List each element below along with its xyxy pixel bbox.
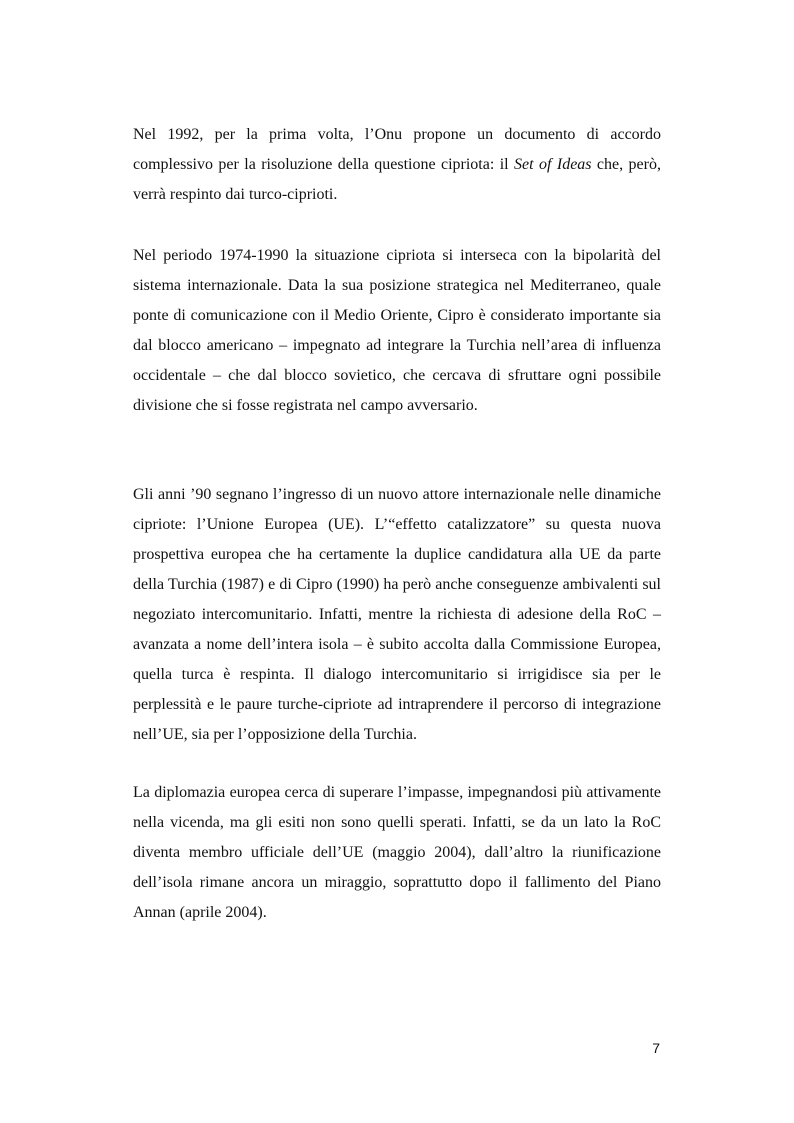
paragraph-european-union: Gli anni ’90 segnano l’ingresso di un nuovo attore internazionale nelle dinamiche cipriote: l’Unione Europea (UE). L’“effetto catalizzatore” su questa nuova prospettiva europea che ha certamente la duplice candidatura alla UE da parte della Turchia (1987) e di Cipro (1990) ha però anche conseguenze ambivalenti sul negoziato intercomunitario. Infatti, mentre la richiesta di adesione della RoC – avanzata a nome dell’intera isola – è subito accolta dalla Commissione Europea, quella turca è respinta. Il dialogo intercomunitario si irrigidisce sia per le perplessità e le paure turche-cipriote ad intraprendere il percorso di integrazione nell’UE, sia per l’opposizione della Turchia. (133, 486, 661, 743)
page-number: 7 (652, 1040, 660, 1056)
paragraph-1-text-start: Nel 1992, per la prima volta, l’Onu propone un documento di accordo complessivo per la risoluzione della questione cipriota: il (133, 126, 661, 173)
paragraph-european-diplomacy: La diplomazia europea cerca di superare l’impasse, impegnandosi più attivamente nella vicenda, ma gli esiti non sono quelli sperati. Infatti, se da un lato la RoC diventa membro ufficiale dell’UE (maggio 2004), dall’altro la riunificazione dell’isola rimane ancora un miraggio, soprattutto dopo il fallimento del Piano Annan (aprile 2004). (133, 784, 661, 921)
paragraph-bipolarity: Nel periodo 1974-1990 la situazione cipriota si interseca con la bipolarità del sistema internazionale. Data la sua posizione strategica nel Mediterraneo, quale ponte di comunicazione con il Medio Oriente, Cipro è considerato importante sia dal blocco americano – impegnato ad integrare la Turchia nell’area di influenza occidentale – che dal blocco sovietico, che cercava di sfruttare ogni possibile divisione che si fosse registrata nel campo avversario. (133, 247, 661, 414)
paragraph-1-text-end: che, però, verrà respinto dai turco-ciprioti. (133, 156, 661, 203)
italic-set-of-ideas: Set of Ideas (514, 156, 592, 173)
paragraph-set-of-ideas (133, 120, 661, 210)
